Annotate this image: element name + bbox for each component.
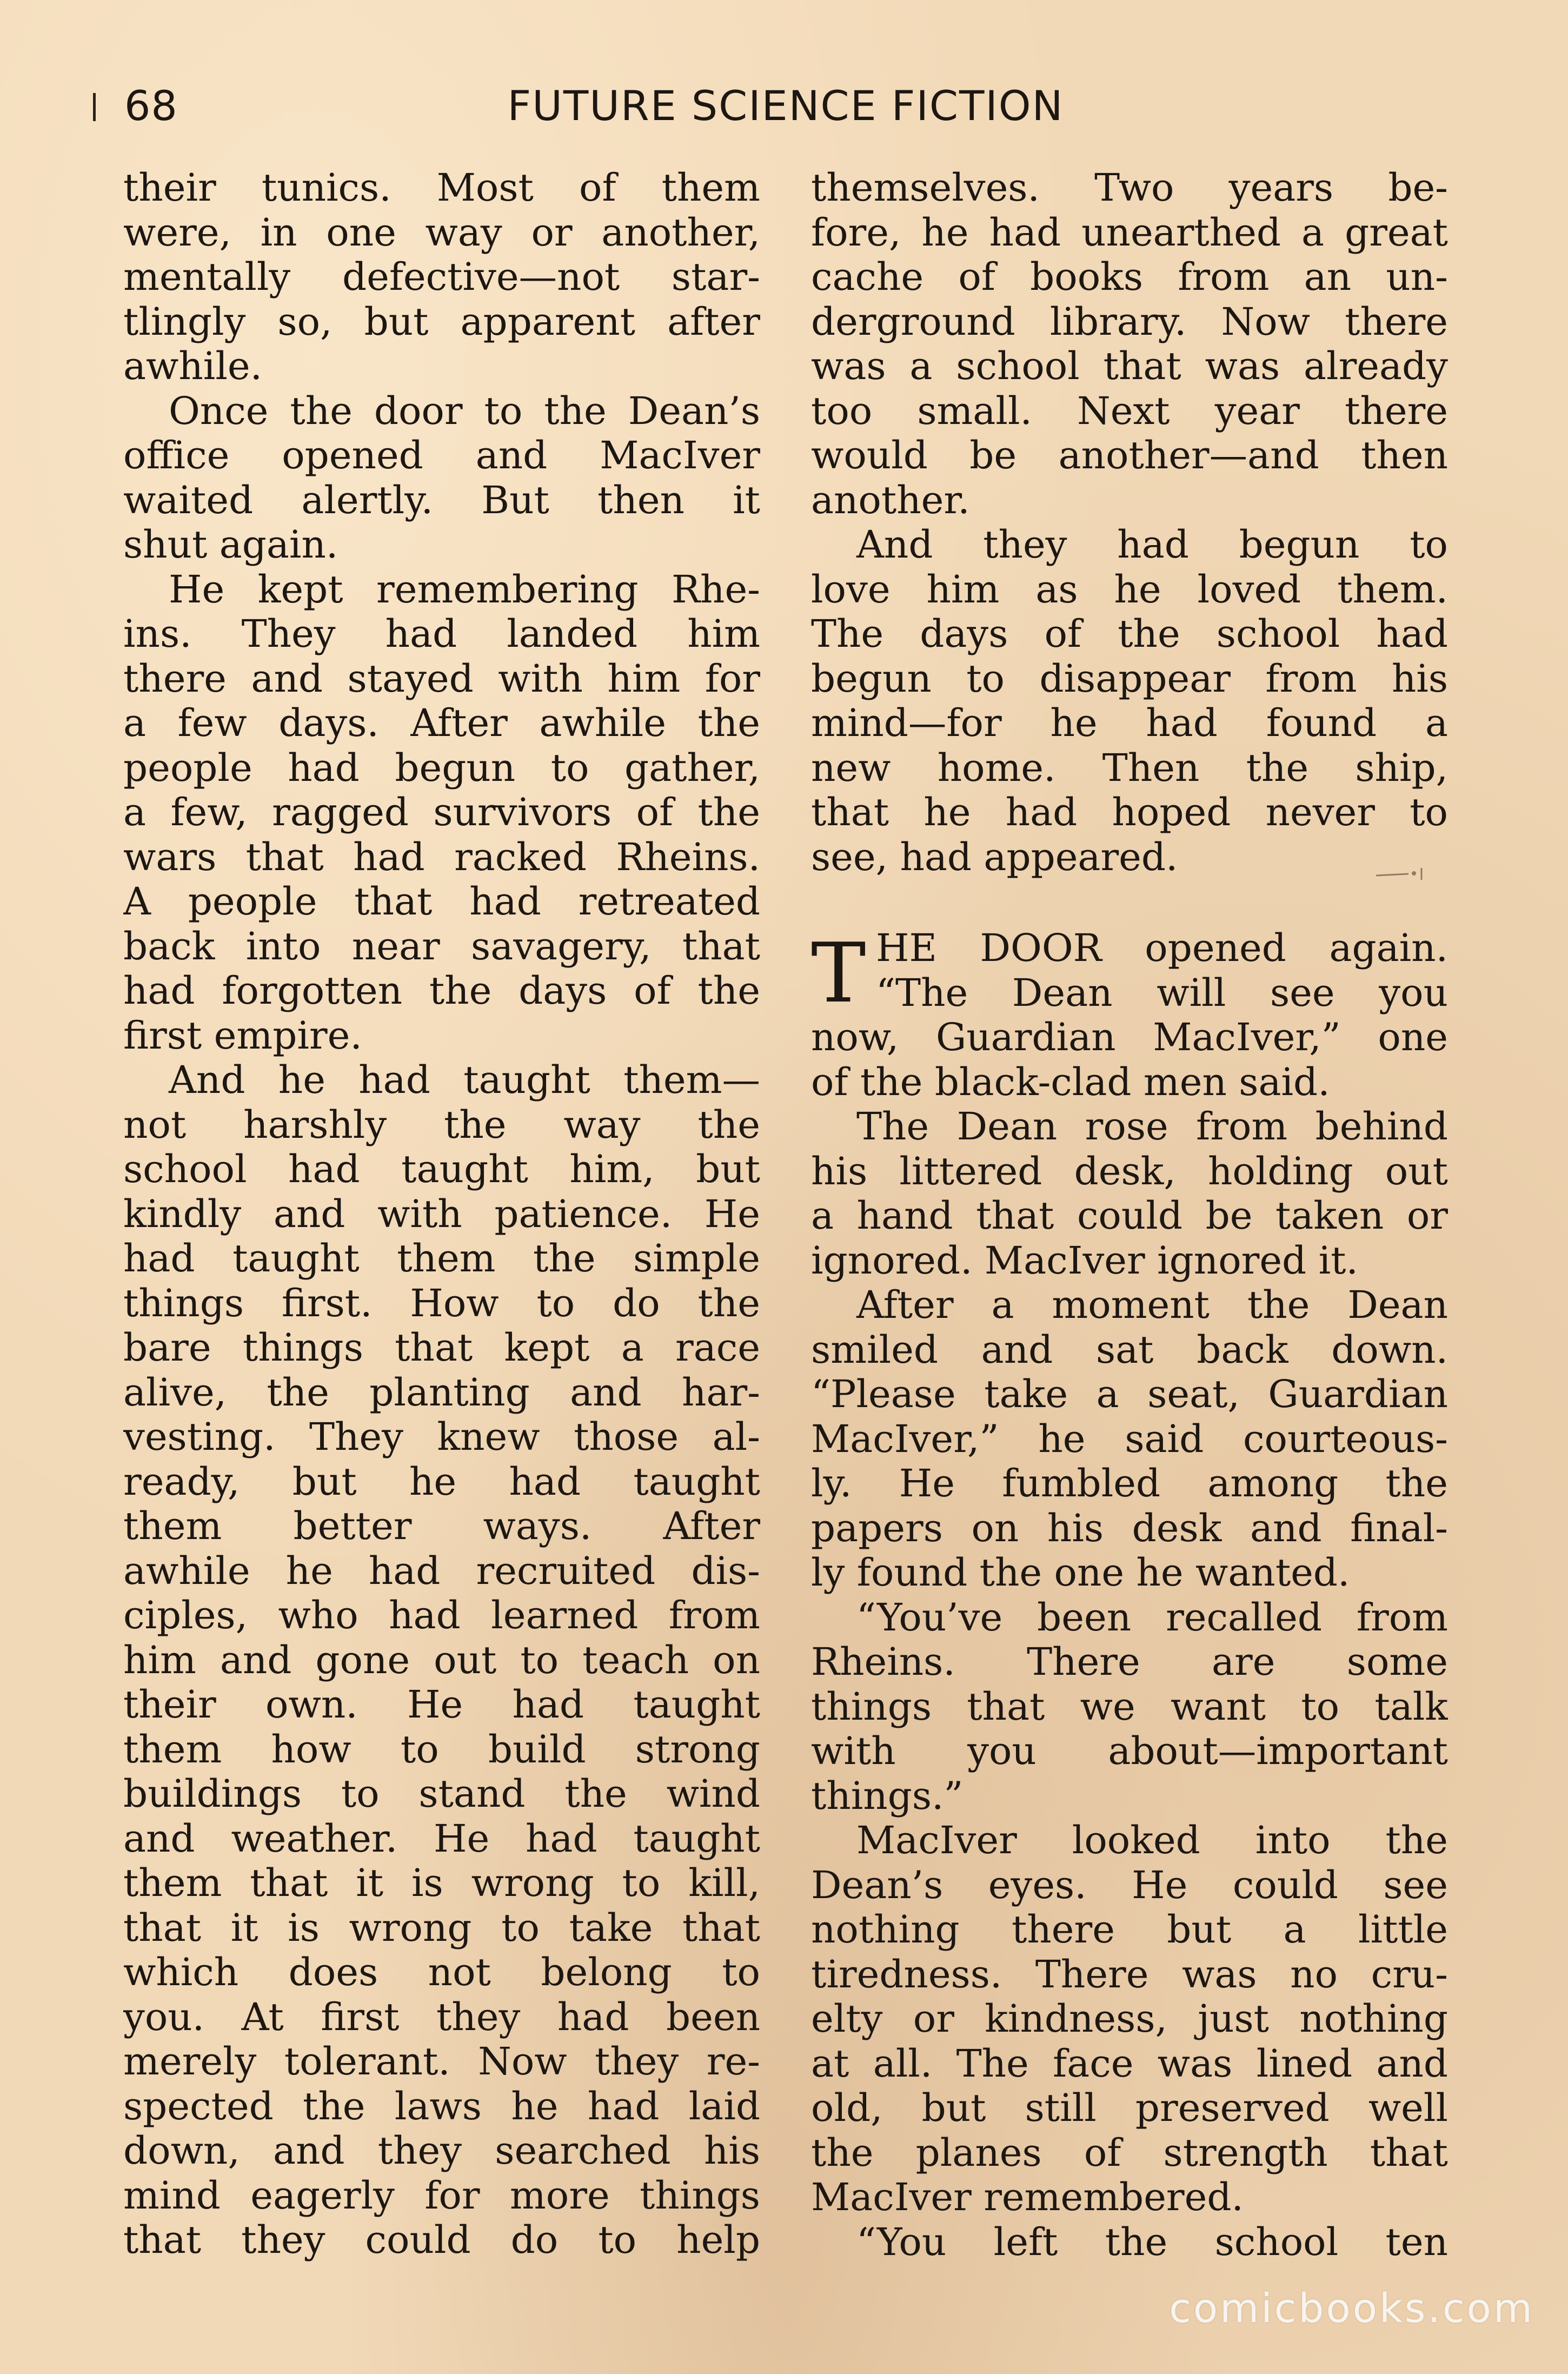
text-line: you. At first they had been: [123, 1994, 760, 2039]
text-line: And they had begun to: [856, 522, 1448, 567]
text-line: school had taught him, but: [123, 1147, 760, 1191]
page-number: 68: [124, 82, 178, 130]
text-line: had taught them the simple: [123, 1236, 760, 1281]
text-line: things that we want to talk: [811, 1684, 1448, 1729]
text-line: elty or kindness, just nothing: [811, 1997, 1448, 2041]
text-line: things.”: [811, 1773, 964, 1818]
text-line: ins. They had landed him: [123, 612, 760, 656]
text-line: the planes of strength that: [811, 2130, 1448, 2175]
text-line: A people that had retreated: [123, 879, 760, 924]
text-line: of the black-clad men said.: [811, 1059, 1330, 1104]
text-line: him and gone out to teach on: [123, 1637, 760, 1682]
text-line: shut again.: [123, 522, 338, 567]
text-line: themselves. Two years be-: [811, 165, 1448, 210]
text-line: them how to build strong: [123, 1727, 760, 1772]
text-line: awhile.: [123, 344, 263, 388]
text-line: first empire.: [123, 1013, 362, 1058]
ornament-icon: [1376, 868, 1425, 880]
text-line: smiled and sat back down.: [811, 1327, 1448, 1372]
text-line: fore, he had unearthed a great: [811, 210, 1448, 255]
drop-cap: T: [811, 925, 866, 1021]
left-text-column: [123, 165, 760, 2263]
text-line: a few days. After awhile the: [123, 701, 760, 745]
text-line: After a moment the Dean: [856, 1283, 1448, 1327]
text-line: Once the door to the Dean’s: [169, 388, 760, 433]
text-line: tlingly so, but apparent after: [123, 299, 760, 344]
text-line: would be another—and then: [811, 433, 1448, 478]
text-line: “You left the school ten: [856, 2219, 1448, 2264]
text-line: ignored. MacIver ignored it.: [811, 1238, 1358, 1283]
text-line: “The Dean will see you: [876, 970, 1448, 1015]
text-line: mentally defective—not star-: [123, 255, 760, 299]
text-line: waited alertly. But then it: [123, 478, 760, 522]
text-line: alive, the planting and har-: [123, 1370, 760, 1415]
text-line: papers on his desk and final-: [811, 1506, 1448, 1550]
text-line: them better ways. After: [123, 1504, 760, 1548]
text-line: awhile he had recruited dis-: [123, 1548, 760, 1593]
text-line: which does not belong to: [123, 1950, 760, 1994]
text-line: had forgotten the days of the: [123, 969, 760, 1013]
text-line: them that it is wrong to kill,: [123, 1861, 760, 1905]
text-line: mind—for he had found a: [811, 701, 1448, 745]
section-break-gap: [811, 879, 1448, 926]
text-line: a few, ragged survivors of the: [123, 790, 760, 834]
text-line: MacIver remembered.: [811, 2175, 1244, 2219]
text-line: their own. He had taught: [123, 1682, 760, 1727]
text-line: MacIver looked into the: [856, 1818, 1448, 1862]
text-line: ciples, who had learned from: [123, 1593, 760, 1637]
text-line: not harshly the way the: [123, 1102, 760, 1147]
text-line: And he had taught them—: [169, 1058, 760, 1102]
page-header: [120, 81, 1451, 146]
text-line: merely tolerant. Now they re-: [123, 2039, 760, 2084]
text-line: that he had hoped never to: [811, 790, 1448, 834]
running-title: FUTURE SCIENCE FICTION: [507, 82, 1064, 130]
text-line: ly found the one he wanted.: [811, 1550, 1350, 1595]
text-line: The days of the school had: [811, 612, 1448, 656]
text-line: ready, but he had taught: [123, 1459, 760, 1504]
margin-tick-mark: [93, 93, 96, 121]
text-line: at all. The face was lined and: [811, 2041, 1448, 2086]
text-line: He kept remembering Rhe-: [169, 567, 760, 612]
text-line: things first. How to do the: [123, 1281, 760, 1325]
text-line: The Dean rose from behind: [856, 1104, 1448, 1149]
text-line: mind eagerly for more things: [123, 2173, 760, 2218]
text-line: cache of books from an un-: [811, 255, 1448, 299]
right-text-column: [811, 165, 1448, 2264]
text-line: were, in one way or another,: [123, 210, 760, 255]
text-line: HE DOOR opened again.: [876, 926, 1448, 970]
text-line: vesting. They knew those al-: [123, 1415, 760, 1459]
text-line: Dean’s eyes. He could see: [811, 1862, 1448, 1907]
text-line: and weather. He had taught: [123, 1816, 760, 1861]
text-line: that it is wrong to take that: [123, 1905, 760, 1950]
text-line: was a school that was already: [811, 344, 1448, 388]
text-line: Rheins. There are some: [811, 1640, 1448, 1684]
text-line: bare things that kept a race: [123, 1325, 760, 1370]
text-line: spected the laws he had laid: [123, 2084, 760, 2128]
text-line: another.: [811, 478, 970, 522]
text-line: new home. Then the ship,: [811, 745, 1448, 790]
text-line: “You’ve been recalled from: [856, 1595, 1448, 1640]
text-line: ly. He fumbled among the: [811, 1461, 1448, 1506]
text-line: too small. Next year there: [811, 388, 1448, 433]
text-line: love him as he loved them.: [811, 567, 1448, 612]
text-line: old, but still preserved well: [811, 2086, 1448, 2130]
text-line: with you about—important: [811, 1729, 1448, 1773]
text-line: wars that had racked Rheins.: [123, 834, 760, 879]
text-line: their tunics. Most of them: [123, 165, 760, 210]
text-line: people had begun to gather,: [123, 745, 760, 790]
text-line: nothing there but a little: [811, 1907, 1448, 1952]
text-line: office opened and MacIver: [123, 433, 760, 478]
text-line: see, had appeared.: [811, 834, 1178, 879]
text-line: his littered desk, holding out: [811, 1149, 1448, 1193]
text-line: “Please take a seat, Guardian: [811, 1372, 1448, 1416]
text-line: kindly and with patience. He: [123, 1191, 760, 1236]
text-line: that they could do to help: [123, 2218, 760, 2262]
text-line: there and stayed with him for: [123, 656, 760, 701]
section-break-ornament: [1376, 865, 1425, 877]
section-opening: [811, 925, 1448, 1021]
text-line: MacIver,” he said courteous-: [811, 1416, 1448, 1461]
text-line: a hand that could be taken or: [811, 1193, 1448, 1238]
text-line: down, and they searched his: [123, 2128, 760, 2173]
text-line: derground library. Now there: [811, 299, 1448, 344]
watermark: comicbooks.com: [1169, 2285, 1534, 2332]
text-line: back into near savagery, that: [123, 924, 760, 969]
text-line: begun to disappear from his: [811, 656, 1448, 701]
text-line: now, Guardian MacIver,” one: [811, 1015, 1448, 1059]
text-line: tiredness. There was no cru-: [811, 1952, 1448, 1997]
text-line: buildings to stand the wind: [123, 1772, 760, 1816]
